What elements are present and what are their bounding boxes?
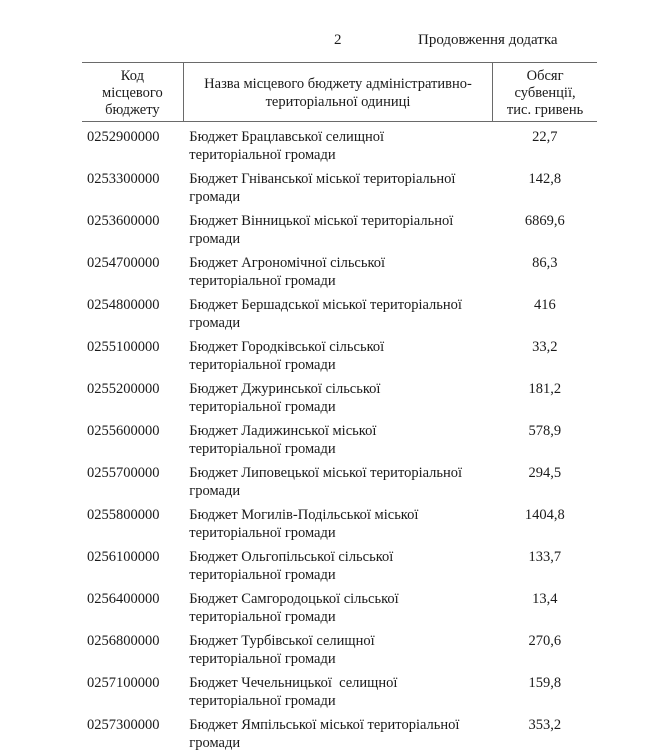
budget-code-cell: 0253300000 (82, 164, 183, 206)
table-body (82, 122, 597, 752)
table-row (82, 668, 597, 710)
budget-name-line: територіальної громади (189, 566, 488, 584)
table-row (82, 458, 597, 500)
budget-name-line: Бюджет Городківської сільської (189, 338, 488, 356)
budget-name-line: Бюджет Турбівської селищної (189, 632, 488, 650)
budget-code-cell: 0254700000 (82, 248, 183, 290)
header-line: Обсяг (495, 68, 595, 85)
budget-name-cell (183, 290, 492, 332)
budget-name-cell (183, 248, 492, 290)
table-row (82, 248, 597, 290)
budget-name-line: територіальної громади (189, 356, 488, 374)
budget-name-line: Бюджет Ладижинської міської (189, 422, 488, 440)
subvention-amount-cell: 6869,6 (493, 206, 597, 248)
budget-name-line: громади (189, 482, 488, 500)
subvention-amount-cell: 33,2 (493, 332, 597, 374)
page-number: 2 (334, 32, 342, 49)
budget-name-line: територіальної громади (189, 650, 488, 668)
table-row (82, 122, 597, 165)
budget-code-cell: 0256400000 (82, 584, 183, 626)
header-line: тис. гривень (495, 102, 595, 119)
budget-name-line: громади (189, 314, 488, 332)
header-line: Назва місцевого бюджету адміністративно- (186, 75, 490, 93)
budget-code-cell: 0255700000 (82, 458, 183, 500)
table-row (82, 164, 597, 206)
budget-code-cell: 0255200000 (82, 374, 183, 416)
budget-name-line: громади (189, 230, 488, 248)
table-row (82, 206, 597, 248)
budget-name-line: Бюджет Агрономічної сільської (189, 254, 488, 272)
column-header-name (183, 63, 492, 122)
budget-name-cell (183, 500, 492, 542)
budget-name-cell (183, 542, 492, 584)
continuation-label: Продовження додатка (418, 32, 558, 49)
budget-name-cell (183, 458, 492, 500)
column-header-code (82, 63, 183, 122)
budget-name-line: Бюджет Самгородоцької сільської (189, 590, 488, 608)
budget-code-cell: 0256800000 (82, 626, 183, 668)
budget-name-cell (183, 206, 492, 248)
budget-name-line: громади (189, 734, 488, 752)
header-line: територіальної одиниці (186, 93, 490, 111)
budget-name-cell (183, 416, 492, 458)
budget-name-line: територіальної громади (189, 272, 488, 290)
table-row (82, 584, 597, 626)
budget-name-line: Бюджет Могилів-Подільської міської (189, 506, 488, 524)
budget-code-cell: 0254800000 (82, 290, 183, 332)
budget-name-cell (183, 626, 492, 668)
subvention-amount-cell: 294,5 (493, 458, 597, 500)
budget-table (82, 62, 597, 752)
budget-name-line: Бюджет Вінницької міської територіальної (189, 212, 488, 230)
budget-name-cell (183, 710, 492, 752)
budget-name-line: територіальної громади (189, 608, 488, 626)
subvention-amount-cell: 13,4 (493, 584, 597, 626)
table-header-row (82, 63, 597, 122)
budget-name-line: Бюджет Чечельницької селищної (189, 674, 488, 692)
budget-name-line: Бюджет Липовецької міської територіальної (189, 464, 488, 482)
budget-name-line: територіальної громади (189, 692, 488, 710)
subvention-amount-cell: 270,6 (493, 626, 597, 668)
budget-code-cell: 0253600000 (82, 206, 183, 248)
table-row (82, 626, 597, 668)
budget-name-cell (183, 164, 492, 206)
budget-name-line: територіальної громади (189, 146, 488, 164)
subvention-amount-cell: 22,7 (493, 122, 597, 165)
subvention-amount-cell: 86,3 (493, 248, 597, 290)
table-row (82, 374, 597, 416)
budget-name-line: Бюджет Бершадської міської територіальної (189, 296, 488, 314)
header-line: місцевого (84, 85, 181, 102)
budget-name-line: Бюджет Джуринської сільської (189, 380, 488, 398)
subvention-amount-cell: 142,8 (493, 164, 597, 206)
table-row (82, 500, 597, 542)
budget-code-cell: 0255800000 (82, 500, 183, 542)
budget-name-line: територіальної громади (189, 440, 488, 458)
budget-name-line: Бюджет Ямпільської міської територіальної (189, 716, 488, 734)
budget-name-line: територіальної громади (189, 398, 488, 416)
budget-name-cell (183, 374, 492, 416)
table-row (82, 416, 597, 458)
budget-name-cell (183, 584, 492, 626)
table-row (82, 290, 597, 332)
budget-name-line: громади (189, 188, 488, 206)
budget-code-cell: 0255600000 (82, 416, 183, 458)
header-line: бюджету (84, 102, 181, 119)
subvention-amount-cell: 416 (493, 290, 597, 332)
budget-code-cell: 0256100000 (82, 542, 183, 584)
header-line: Код (84, 68, 181, 85)
subvention-amount-cell: 159,8 (493, 668, 597, 710)
table-row (82, 542, 597, 584)
budget-name-cell (183, 332, 492, 374)
subvention-amount-cell: 181,2 (493, 374, 597, 416)
budget-name-line: Бюджет Гніванської міської територіальної (189, 170, 488, 188)
budget-code-cell: 0255100000 (82, 332, 183, 374)
budget-code-cell: 0257100000 (82, 668, 183, 710)
budget-name-line: територіальної громади (189, 524, 488, 542)
subvention-amount-cell: 578,9 (493, 416, 597, 458)
budget-code-cell: 0257300000 (82, 710, 183, 752)
table-row (82, 710, 597, 752)
budget-name-line: Бюджет Ольгопільської сільської (189, 548, 488, 566)
budget-name-cell (183, 668, 492, 710)
table-row (82, 332, 597, 374)
budget-name-line: Бюджет Брацлавської селищної (189, 128, 488, 146)
column-header-amount (493, 63, 597, 122)
header-line: субвенції, (495, 85, 595, 102)
subvention-amount-cell: 133,7 (493, 542, 597, 584)
budget-name-cell (183, 122, 492, 165)
budget-code-cell: 0252900000 (82, 122, 183, 165)
subvention-amount-cell: 1404,8 (493, 500, 597, 542)
subvention-amount-cell: 353,2 (493, 710, 597, 752)
